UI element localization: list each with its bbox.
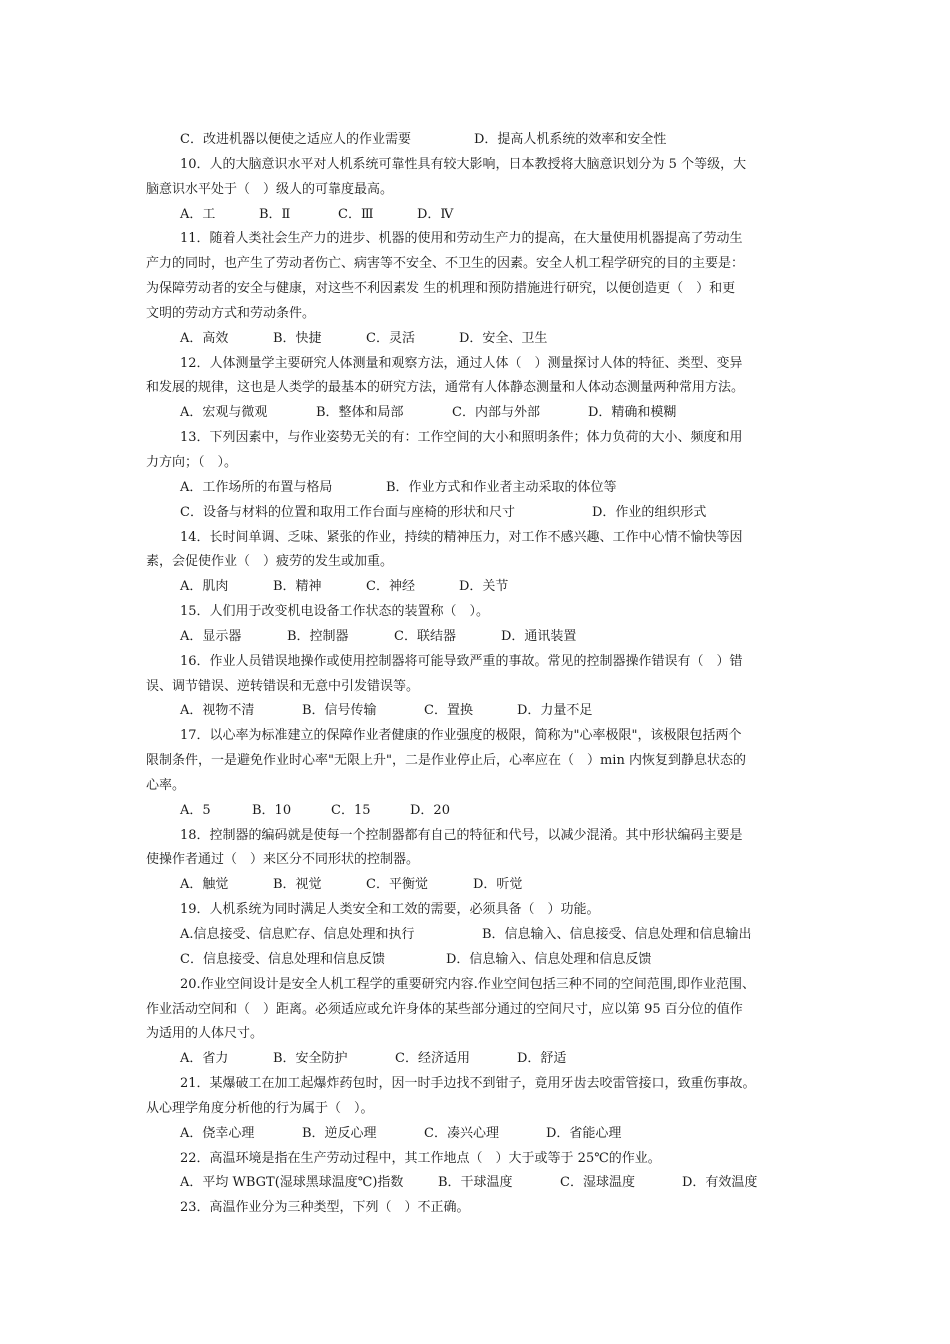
answer-options-row: [146, 799, 806, 824]
answer-option: C．内部与外部: [452, 405, 540, 421]
answer-option: B．精神: [273, 579, 322, 595]
answer-options-row: [146, 401, 806, 426]
answer-option: A．工作场所的布置与格局: [180, 479, 333, 495]
question-text-block: [146, 128, 806, 1221]
question-text-line: 力方向；（ ）。: [146, 454, 238, 470]
answer-options-row: [146, 575, 806, 600]
answer-options-row: [146, 948, 806, 973]
answer-options-row: [146, 1047, 806, 1072]
question-text-line: 17．以心率为标准建立的保障作业者健康的作业强度的极限，简称为"心率极限"，该极限包括两个: [180, 728, 742, 744]
answer-option: A．显示器: [180, 628, 242, 644]
answer-option: A．侥幸心理: [180, 1125, 255, 1141]
answer-options-row: [146, 873, 806, 898]
answer-options-row: [146, 699, 806, 724]
answer-option: A.信息接受、信息贮存、信息处理和执行: [180, 927, 415, 942]
answer-option: D．精确和模糊: [588, 405, 677, 421]
answer-option: B．10: [252, 802, 292, 818]
question-text-line: 作业活动空间和（ ）距离。必须适应或允许身体的某些部分通过的空间尺寸，应以第 95 百分位的值作: [146, 1001, 743, 1017]
question-text-line: 误、调节错误、逆转错误和无意中引发错误等。: [146, 678, 420, 694]
answer-option: B．信息输入、信息接受、信息处理和信息输出: [482, 927, 752, 942]
answer-option: A．触觉: [180, 877, 229, 893]
answer-option: B．作业方式和作业者主动采取的体位等: [386, 479, 617, 495]
answer-option: B．视觉: [273, 877, 322, 893]
answer-option: C．平衡觉: [366, 877, 428, 893]
answer-option: C．设备与材料的位置和取用工作台面与座椅的形状和尺寸: [180, 504, 515, 520]
answer-option: D．舒适: [517, 1051, 567, 1067]
question-text-line: 19．人机系统为同时满足人类安全和工效的需要，必须具备（ ）功能。: [180, 902, 600, 918]
question-text-line: 脑意识水平处于（ ）级人的可靠度最高。: [146, 181, 394, 197]
question-text-line: 13．下列因素中，与作业姿势无关的有：工作空间的大小和照明条件；体力负荷的大小、频度和用: [180, 430, 743, 446]
answer-options-row: [146, 501, 806, 526]
answer-option: A．高效: [180, 330, 229, 346]
question-text-line: 12．人体测量学主要研究人体测量和观察方法，通过人体（ ）测量探讨人体的特征、类型、变异: [180, 355, 743, 371]
answer-option: D．20: [410, 802, 450, 818]
answer-options-row: [146, 923, 806, 948]
question-text-line: 11．随着人类社会生产力的进步、机器的使用和劳动生产力的提高，在大量使用机器提高了劳动生: [180, 231, 743, 247]
question-text-line: 22．高温环境是指在生产劳动过程中，其工作地点（ ）大于或等于 25℃的作业。: [180, 1150, 661, 1166]
answer-option: B．安全防护: [273, 1051, 348, 1067]
answer-option: A．工: [180, 206, 216, 222]
answer-option: D．通讯装置: [501, 628, 577, 644]
answer-option: D．省能心理: [546, 1125, 622, 1141]
answer-option: D．信息输入、信息处理和信息反馈: [446, 951, 652, 967]
answer-options-row: [146, 128, 806, 153]
answer-option: D．提高人机系统的效率和安全性: [474, 132, 667, 147]
answer-options-row: [146, 625, 806, 650]
question-text-line: 素，会促使作业（ ）疲劳的发生或加重。: [146, 554, 394, 570]
answer-option: C．湿球温度: [560, 1175, 635, 1191]
answer-option: A．肌肉: [180, 579, 229, 595]
answer-option: B．整体和局部: [316, 405, 404, 421]
answer-option: C．改进机器以便使之适应人的作业需要: [180, 132, 411, 147]
answer-options-row: [146, 1171, 806, 1196]
question-text-line: 18．控制器的编码就是使每一个控制器都有自己的特征和代号，以减少混淆。其中形状编码主要是: [180, 827, 743, 843]
question-text-line: 20.作业空间设计是安全人机工程学的重要研究内容.作业空间包括三种不同的空间范围,即作业范围、: [180, 976, 755, 992]
answer-option: A．宏观与微观: [180, 405, 268, 421]
question-text-line: 从心理学角度分析他的行为属于（ ）。: [146, 1100, 374, 1116]
answer-option: D．Ⅳ: [417, 206, 454, 222]
answer-option: C．Ⅲ: [338, 206, 374, 222]
question-text-line: 和发展的规律，这也是人类学的最基本的研究方法，通常有人体静态测量和人体动态测量两种常用方法。: [146, 380, 745, 396]
question-text-line: 10．人的大脑意识水平对人机系统可靠性具有较大影响，日本教授将大脑意识划分为 5 个等级，大: [180, 156, 747, 172]
answer-options-row: [146, 203, 806, 228]
answer-option: A．5: [180, 802, 211, 818]
answer-options-row: [146, 476, 806, 501]
answer-option: C．经济适用: [395, 1051, 470, 1067]
answer-option: D．作业的组织形式: [592, 504, 707, 520]
answer-option: C．神经: [366, 579, 415, 595]
answer-option: A．视物不清: [180, 703, 255, 719]
question-text-line: 为保障劳动者的安全与健康，对这些不利因素发 生的机理和预防措施进行研究，以便创造更（ ）和更: [146, 281, 736, 297]
answer-option: D．安全、卫生: [459, 330, 548, 346]
answer-option: D．力量不足: [517, 703, 593, 719]
answer-option: C．联结器: [394, 628, 456, 644]
answer-option: C．信息接受、信息处理和信息反馈: [180, 951, 385, 967]
answer-option: D．有效温度: [682, 1175, 758, 1191]
answer-option: A．平均 WBGT(湿球黑球温度℃)指数: [180, 1175, 404, 1191]
answer-options-row: [146, 327, 806, 352]
answer-option: C．凑兴心理: [424, 1125, 499, 1141]
question-text-line: 16．作业人员错误地操作或使用控制器将可能导致严重的事故。常见的控制器操作错误有（ ）错: [180, 653, 743, 669]
answer-option: C．15: [331, 802, 371, 818]
answer-option: D．听觉: [473, 877, 523, 893]
question-text-line: 21．某爆破工在加工起爆炸药包时，因一时手边找不到钳子，竟用牙齿去咬雷管接口，致重伤事故。: [180, 1076, 756, 1092]
answer-option: A．省力: [180, 1051, 229, 1067]
question-text-line: 使操作者通过（ ）来区分不同形状的控制器。: [146, 852, 420, 868]
answer-options-row: [146, 1122, 806, 1147]
answer-option: B．干球温度: [438, 1175, 513, 1191]
answer-option: B．Ⅱ: [259, 206, 291, 222]
answer-option: B．控制器: [287, 628, 349, 644]
answer-option: B．信号传输: [302, 703, 377, 719]
question-text-line: 心率。: [146, 777, 186, 793]
question-text-line: 限制条件，一是避免作业时心率"无限上升"，二是作业停止后，心率应在（ ）min 内恢复到静息状态的: [146, 753, 746, 769]
question-text-line: 产力的同时，也产生了劳动者伤亡、病害等不安全、不卫生的因素。安全人机工程学研究的目的主要是：: [146, 256, 745, 272]
question-text-line: 为适用的人体尺寸。: [146, 1026, 264, 1042]
answer-option: B．快捷: [273, 330, 322, 346]
question-text-line: 14．长时间单调、乏味、紧张的作业，持续的精神压力，对工作不感兴趣、工作中心情不愉快等因: [180, 529, 743, 545]
answer-option: B．逆反心理: [302, 1125, 377, 1141]
question-text-line: 15．人们用于改变机电设备工作状态的装置称（ ）。: [180, 604, 490, 620]
answer-option: C．置换: [424, 703, 473, 719]
question-text-line: 文明的劳动方式和劳动条件。: [146, 305, 316, 321]
answer-option: C．灵活: [366, 330, 415, 346]
answer-option: D．关节: [459, 579, 509, 595]
question-text-line: 23．高温作业分为三种类型，下列（ ）不正确。: [180, 1200, 470, 1216]
